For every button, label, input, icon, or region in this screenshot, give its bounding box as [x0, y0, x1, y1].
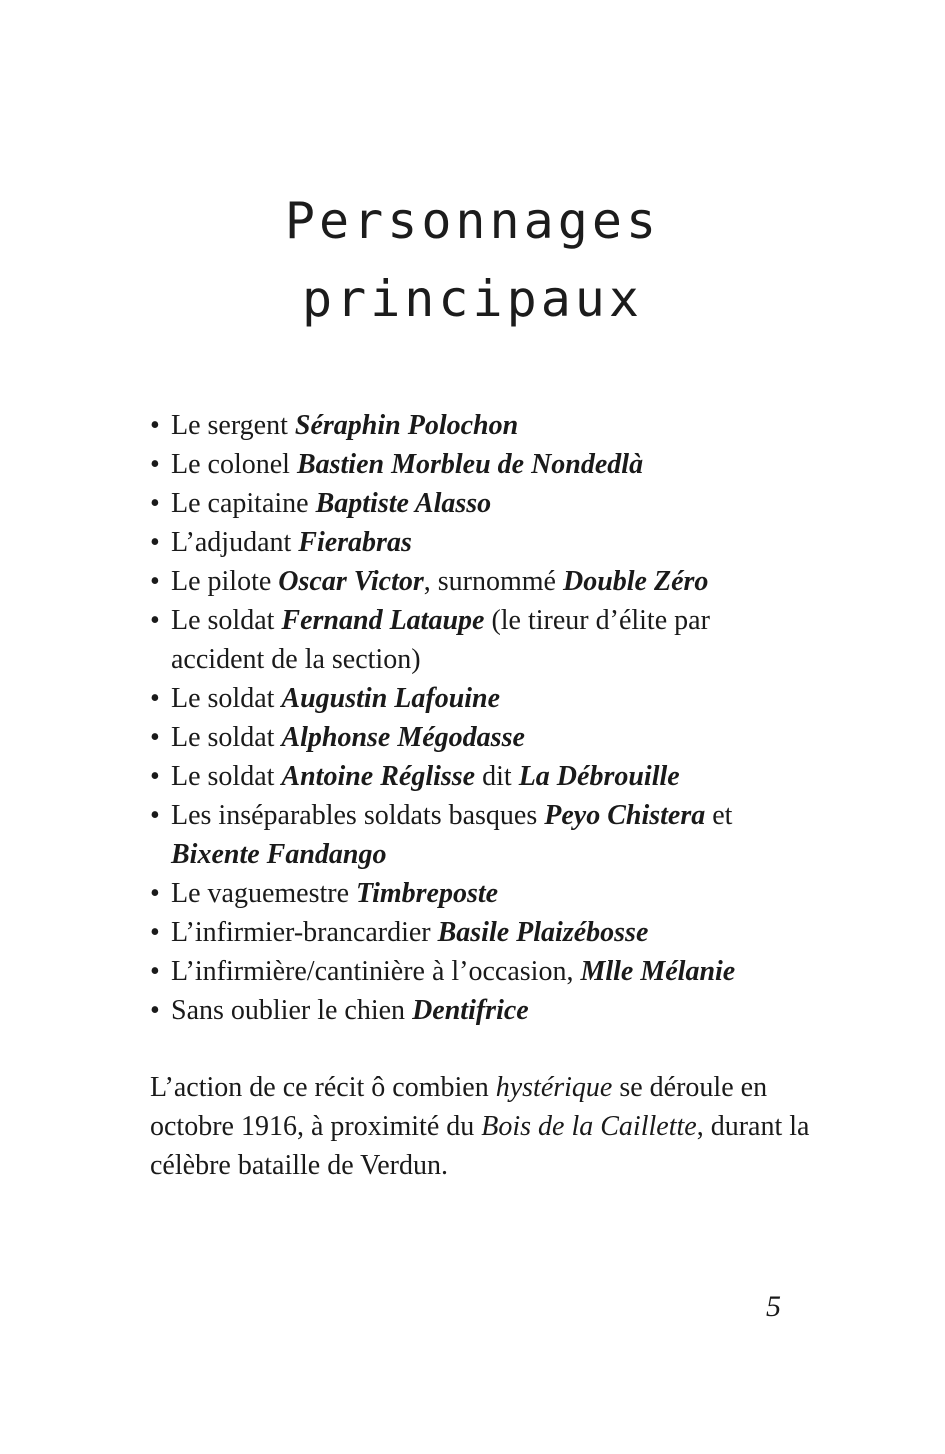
bullet: • — [150, 605, 160, 636]
character-role: Sans oublier le chien — [171, 995, 413, 1026]
character-role: Le colonel — [171, 449, 297, 480]
bullet: • — [150, 878, 160, 909]
character-name: Basile Plaizébosse — [437, 917, 649, 948]
bullet: • — [150, 800, 160, 831]
list-item — [150, 991, 800, 1030]
character-role: Le soldat — [171, 722, 282, 753]
character-name: Mlle Mélanie — [580, 956, 736, 987]
list-item — [150, 796, 800, 874]
character-connector: , surnommé — [423, 566, 563, 597]
page-number: 5 — [766, 1290, 781, 1323]
character-name-2: Bixente Fandango — [171, 839, 387, 870]
list-item — [150, 952, 800, 991]
bullet: • — [150, 722, 160, 753]
character-name: Bastien Morbleu de Nondedlà — [296, 449, 644, 480]
character-name: Timbreposte — [356, 878, 499, 909]
character-role: Le capitaine — [171, 488, 316, 519]
character-name: Oscar Victor — [278, 566, 424, 597]
character-nickname: Double Zéro — [562, 566, 709, 597]
character-connector: et — [705, 800, 733, 831]
character-role: Les inséparables soldats basques — [171, 800, 545, 831]
bullet: • — [150, 527, 160, 558]
character-role: Le soldat — [171, 605, 282, 636]
character-role: Le soldat — [171, 761, 282, 792]
list-item — [150, 523, 800, 562]
character-role: Le sergent — [171, 410, 295, 441]
character-role: Le pilote — [171, 566, 279, 597]
list-item — [150, 601, 800, 679]
list-item — [150, 757, 800, 796]
bullet: • — [150, 917, 160, 948]
page-title-line-2: principaux — [301, 270, 644, 328]
character-name: Peyo Chistera — [544, 800, 706, 831]
bullet: • — [150, 683, 160, 714]
character-role: L’infirmière/cantinière à l’occasion, — [171, 956, 581, 987]
paragraph-text: , durant la célèbre bataille de Verdun. — [150, 1111, 810, 1181]
character-name: Séraphin Polochon — [294, 410, 519, 441]
character-name: Dentifrice — [412, 995, 529, 1026]
character-role: L’infirmier-brancardier — [171, 917, 438, 948]
list-item — [150, 484, 800, 523]
list-item — [150, 679, 800, 718]
bullet: • — [150, 566, 160, 597]
character-role: Le soldat — [171, 683, 282, 714]
list-item — [150, 445, 800, 484]
list-item — [150, 913, 800, 952]
bullet: • — [150, 449, 160, 480]
character-list — [150, 406, 800, 1030]
character-role: Le vaguemestre — [171, 878, 357, 909]
bullet: • — [150, 410, 160, 441]
place-name: Bois de la Caillette — [481, 1111, 697, 1142]
character-name: Augustin Lafouine — [281, 683, 501, 714]
character-name: Antoine Réglisse — [281, 761, 476, 792]
bullet: • — [150, 956, 160, 987]
list-item — [150, 562, 800, 601]
bullet: • — [150, 761, 160, 792]
page-title — [0, 182, 945, 338]
bullet: • — [150, 995, 160, 1026]
paragraph-text: se déroule en octobre 1916, à proximité du — [150, 1072, 768, 1142]
character-name: Fierabras — [298, 527, 412, 558]
paragraph-emphasis: hystérique — [495, 1072, 613, 1103]
character-name: Alphonse Mégodasse — [281, 722, 525, 753]
character-role: L’adjudant — [171, 527, 299, 558]
character-description: (le tireur d’élite par accident de la section) — [171, 605, 710, 675]
paragraph-text: L’action de ce récit ô combien — [150, 1072, 496, 1103]
character-connector: dit — [475, 761, 519, 792]
page-title-line-1: Personnages — [284, 192, 661, 250]
list-item — [150, 874, 800, 913]
list-item — [150, 406, 800, 445]
character-name: Baptiste Alasso — [315, 488, 492, 519]
list-item — [150, 718, 800, 757]
setting-paragraph — [150, 1068, 810, 1185]
character-name: Fernand Lataupe — [281, 605, 485, 636]
character-nickname: La Débrouille — [518, 761, 680, 792]
bullet: • — [150, 488, 160, 519]
